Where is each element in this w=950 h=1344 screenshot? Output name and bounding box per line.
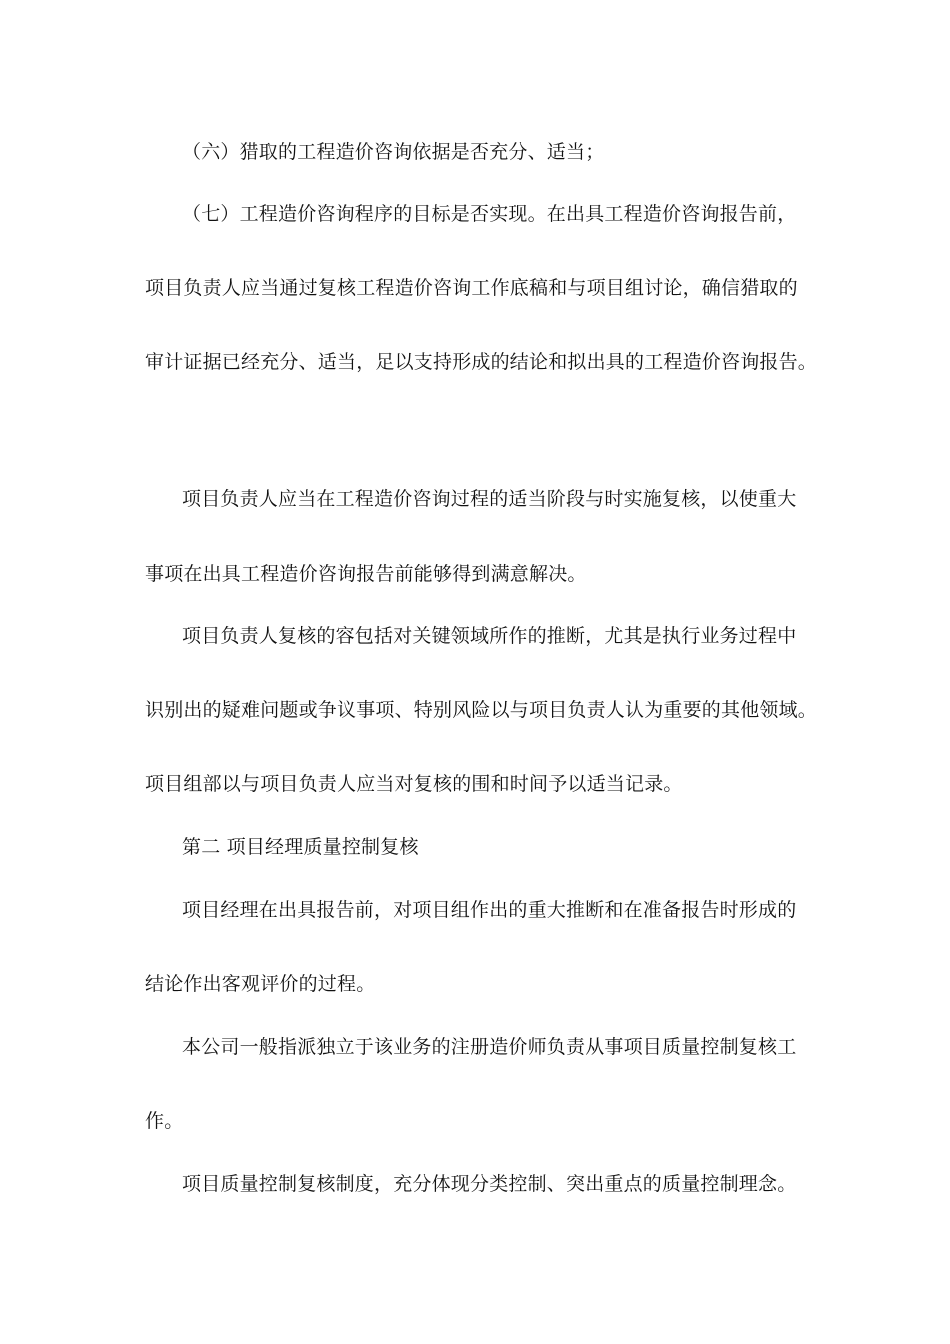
paragraph-line: 本公司一般指派独立于该业务的注册造价师负责从事项目质量控制复核工 xyxy=(182,1036,797,1058)
paragraph-line: 识别出的疑难问题或争议事项、特别风险以与项目负责人认为重要的其他领域。 xyxy=(145,699,818,721)
paragraph-line: 项目负责人应当通过复核工程造价咨询工作底稿和与项目组讨论，确信猎取的 xyxy=(145,277,798,299)
paragraph-line: 结论作出客观评价的过程。 xyxy=(145,973,376,995)
section-heading: 第二 项目经理质量控制复核 xyxy=(182,836,419,858)
paragraph-line: 项目经理在出具报告前，对项目组作出的重大推断和在准备报告时形成的 xyxy=(182,899,797,921)
paragraph-line: （六）猎取的工程造价咨询依据是否充分、适当； xyxy=(182,141,605,163)
paragraph-line: 项目质量控制复核制度，充分体现分类控制、突出重点的质量控制理念。 xyxy=(182,1173,797,1195)
paragraph-line: 项目组部以与项目负责人应当对复核的围和时间予以适当记录。 xyxy=(145,773,683,795)
paragraph-line: 项目负责人复核的容包括对关键领域所作的推断，尤其是执行业务过程中 xyxy=(182,625,797,647)
paragraph-line: 审计证据已经充分、适当，足以支持形成的结论和拟出具的工程造价咨询报告。 xyxy=(145,351,818,373)
paragraph-line: （七）工程造价咨询程序的目标是否实现。在出具工程造价咨询报告前， xyxy=(182,203,797,225)
paragraph-line: 事项在出具工程造价咨询报告前能够得到满意解决。 xyxy=(145,563,587,585)
paragraph-line: 项目负责人应当在工程造价咨询过程的适当阶段与时实施复核，以使重大 xyxy=(182,488,797,510)
paragraph-line: 作。 xyxy=(145,1110,184,1132)
